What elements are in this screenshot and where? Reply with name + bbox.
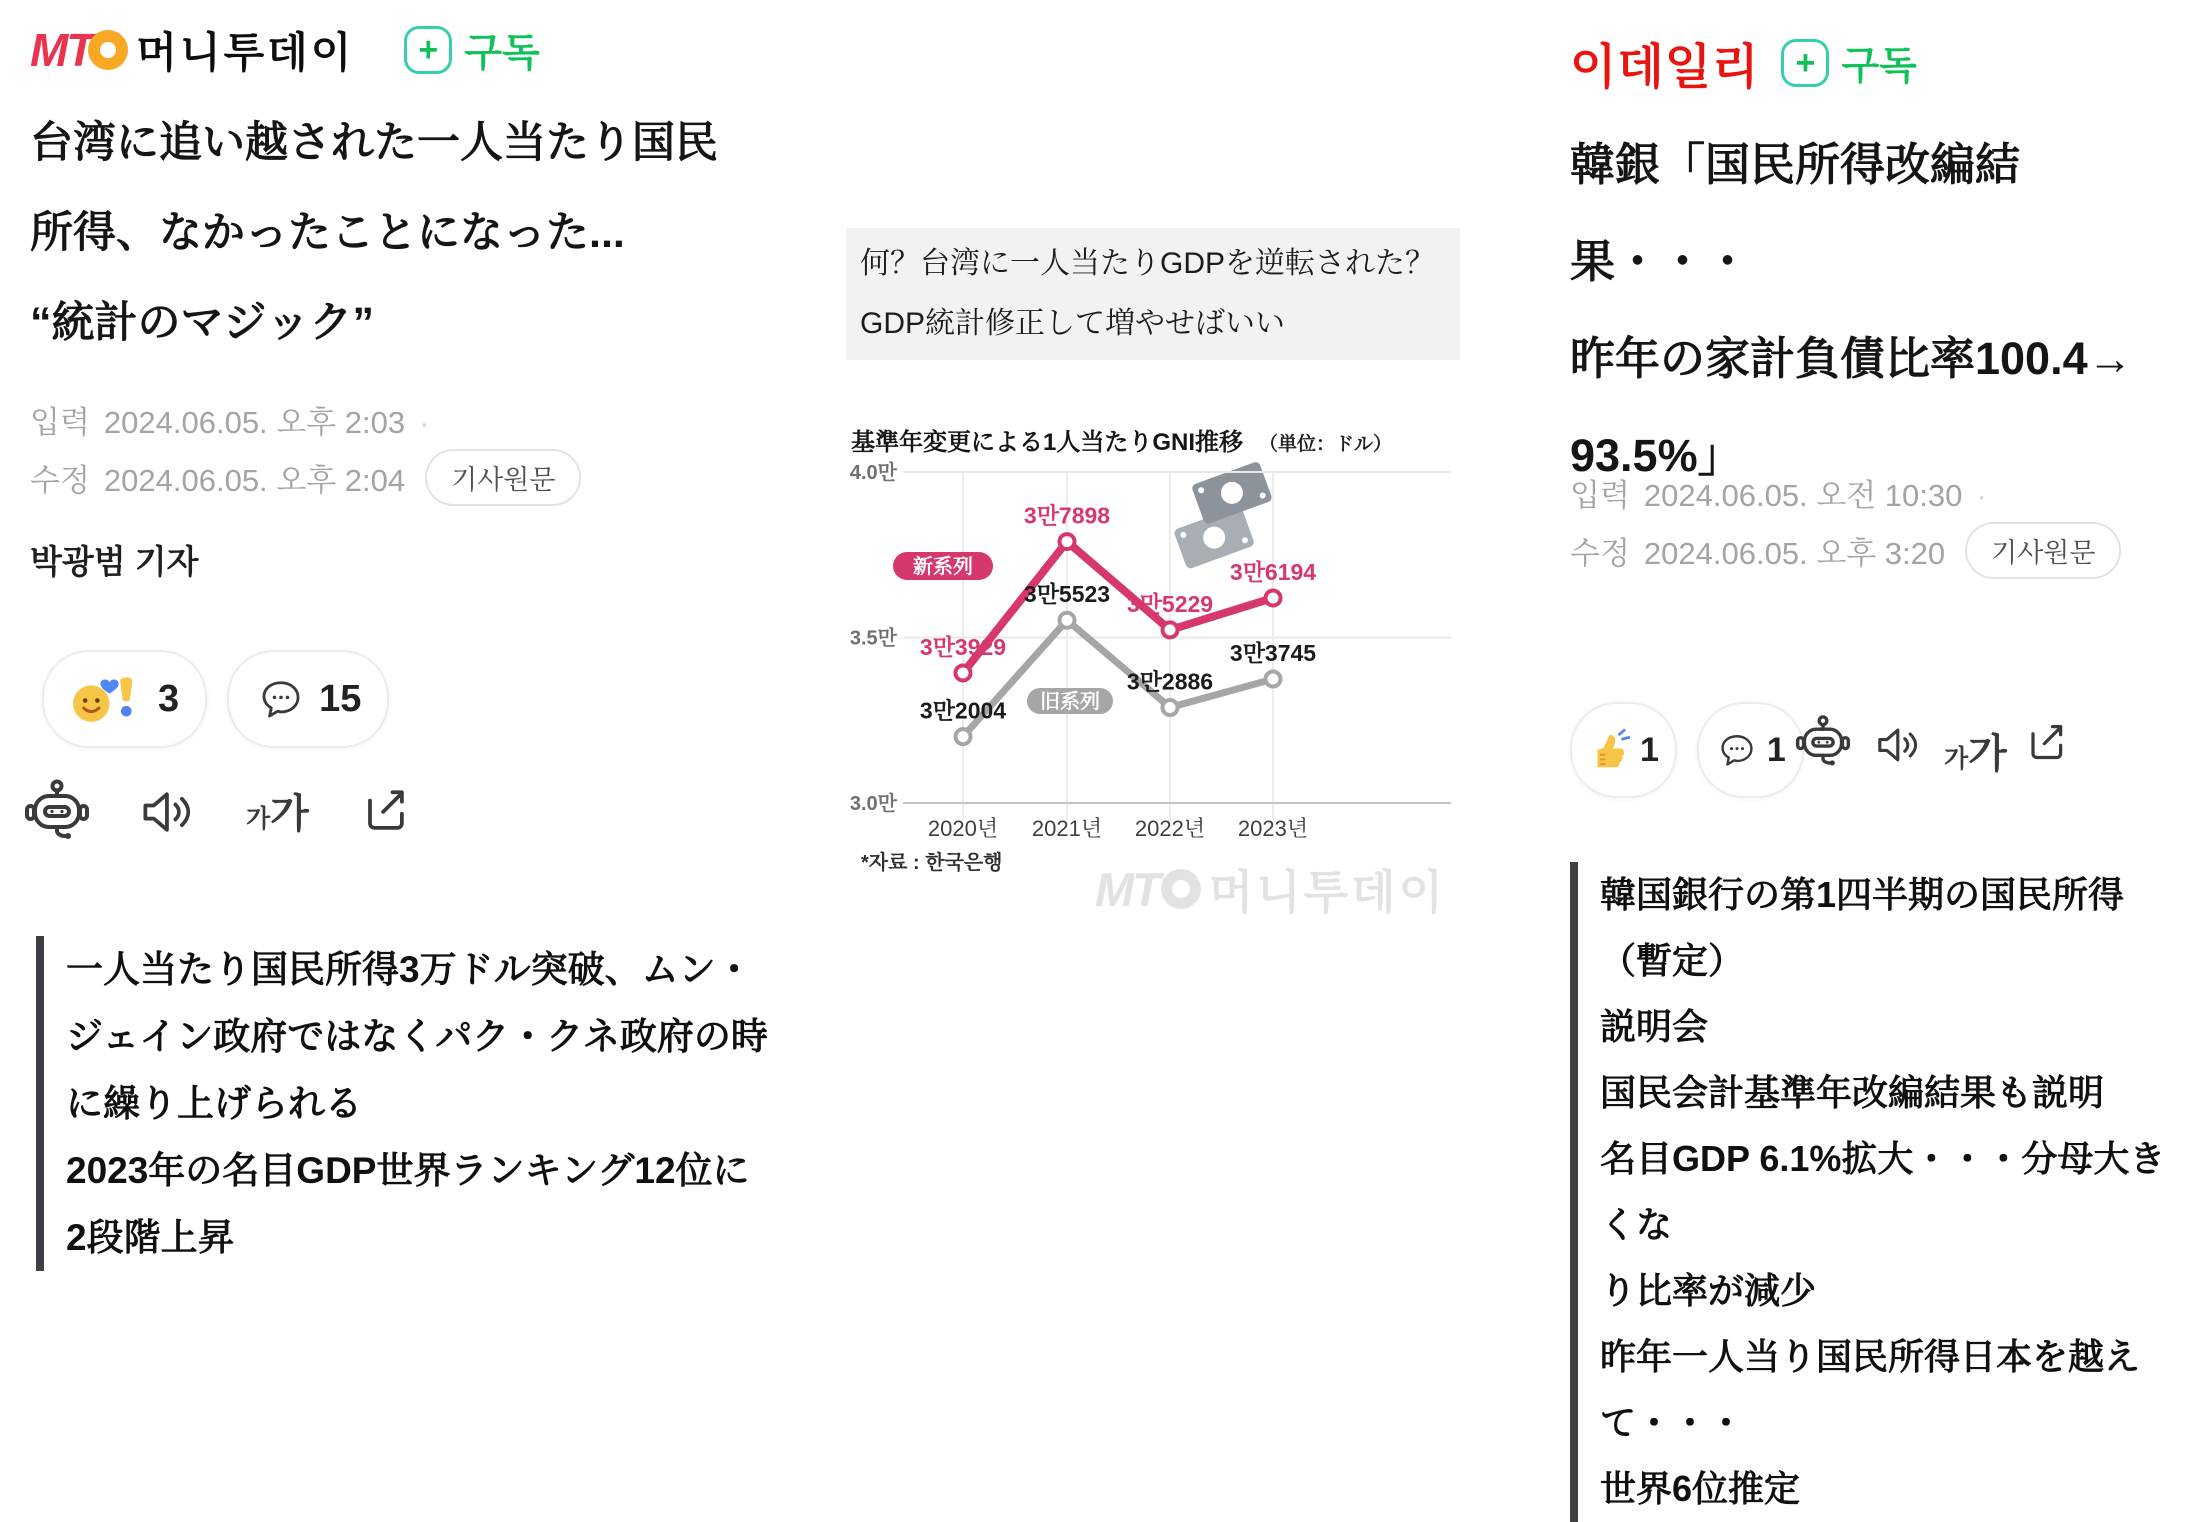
- svg-text:3.5만: 3.5만: [849, 627, 897, 650]
- summary-line: 2段階上昇: [66, 1217, 235, 1258]
- emoji-reaction-button[interactable]: [42, 650, 207, 748]
- svg-text:3만2004: 3만2004: [919, 697, 1007, 724]
- moneytoday-logo: MT: [30, 24, 93, 76]
- text-to-speech-speaker-icon[interactable]: [1872, 720, 1922, 770]
- headline-line: 93.5%」: [1570, 430, 1743, 481]
- svg-text:新系列: 新系列: [913, 556, 973, 578]
- svg-text:3만3745: 3만3745: [1229, 640, 1317, 667]
- original-article-button[interactable]: 기사원문: [425, 449, 581, 506]
- chart-title-text: 基準年変更による1人当たりGNI推移: [851, 429, 1244, 456]
- subscribe-plus-icon[interactable]: [1781, 39, 1829, 87]
- reporter-name: 박광범 기자: [30, 543, 199, 580]
- svg-text:3만5229: 3만5229: [1126, 590, 1214, 617]
- share-icon[interactable]: [355, 780, 415, 840]
- summary-line: り比率が減少: [1600, 1270, 1817, 1311]
- original-article-button[interactable]: 기사원문: [1965, 522, 2121, 579]
- font-size-small-glyph: 가: [1944, 745, 1969, 773]
- right-article-headline: [1570, 116, 2190, 504]
- headline-line: “統計のマジック”: [30, 299, 374, 347]
- svg-text:2020년: 2020년: [927, 816, 999, 841]
- updated-time: 2024.06.05. 오후 2:04: [103, 462, 406, 498]
- thumbs-up-emoji-icon: [1588, 728, 1632, 772]
- quote-line: GDP統計修正して増やせばいい: [860, 307, 1286, 340]
- svg-text:3.0만: 3.0만: [849, 793, 897, 815]
- moneytoday-brand-row: [30, 20, 540, 80]
- headline-line: 韓銀「国民所得改編結果・・・: [1570, 139, 2021, 287]
- posted-row: [30, 390, 581, 448]
- quote-box: [846, 228, 1460, 360]
- left-article-meta: [30, 390, 581, 506]
- comment-count: 15: [319, 677, 362, 720]
- posted-time: 2024.06.05. 오후 2:03 ·: [104, 397, 430, 442]
- updated-row: [30, 448, 581, 506]
- share-icon[interactable]: [2020, 716, 2072, 768]
- summary-line: 昨年一人当り国民所得日本を越えて・・・: [1600, 1336, 2141, 1443]
- edaily-brand-row: [1570, 28, 1917, 97]
- left-summary-block: [36, 936, 790, 1271]
- comment-bubble-icon: [255, 673, 307, 725]
- gni-line-chart: [845, 418, 1467, 963]
- headline-line: 昨年の家計負債比率100.4→: [1570, 333, 2133, 384]
- like-reaction-button[interactable]: [1570, 702, 1677, 798]
- money-bills-icon: [1161, 461, 1285, 570]
- left-reaction-row: [42, 650, 389, 748]
- updated-label: 수정: [30, 462, 90, 498]
- summary-line: 2023年の名目GDP世界ランキング12位に: [66, 1150, 750, 1191]
- plus-glyph: +: [418, 31, 439, 69]
- headline-line: 台湾に追い越された一人当たり国民: [30, 119, 718, 167]
- svg-text:2021년: 2021년: [1031, 816, 1103, 841]
- svg-text:旧系列: 旧系列: [1040, 691, 1100, 713]
- summary-line: ジェイン政府ではなくパク・クネ政府の時: [66, 1016, 768, 1057]
- comment-count-button[interactable]: [227, 650, 389, 748]
- svg-text:3만5523: 3만5523: [1023, 581, 1111, 608]
- comment-count-button[interactable]: [1697, 702, 1804, 798]
- summary-line: 国民会計基準年改編結果も説明: [1600, 1072, 2105, 1113]
- ai-summary-robot-icon[interactable]: [25, 778, 89, 842]
- chart-title: [851, 422, 1392, 457]
- svg-text:3만3929: 3만3929: [919, 633, 1007, 660]
- headline-line: 所得、なかったことになった...: [30, 209, 625, 257]
- font-size-large-glyph: 가: [270, 792, 309, 836]
- moneytoday-watermark: [1095, 856, 1446, 922]
- updated-time: 2024.06.05. 오후 3:20: [1643, 535, 1946, 571]
- svg-text:3만7898: 3만7898: [1023, 502, 1111, 529]
- chart-source: *자료 : 한국은행: [861, 852, 1003, 874]
- comment-count: 1: [1766, 730, 1786, 769]
- font-size-button[interactable]: [246, 782, 309, 839]
- moneytoday-logo-name: 머니투데이: [136, 29, 355, 76]
- updated-row: [1570, 521, 2121, 579]
- watermark-name: 머니투데이: [1208, 866, 1447, 918]
- svg-text:2023년: 2023년: [1237, 816, 1309, 841]
- posted-label: 입력: [1570, 477, 1630, 513]
- subscribe-button[interactable]: 구독: [464, 32, 540, 75]
- right-reaction-row: [1570, 702, 1804, 798]
- summary-line: 世界6位推定: [1600, 1468, 1801, 1509]
- right-article-meta: [1570, 463, 2121, 579]
- comment-bubble-icon: [1715, 728, 1759, 772]
- updated-label: 수정: [1570, 535, 1630, 571]
- subscribe-plus-icon[interactable]: [404, 26, 452, 74]
- svg-text:4.0만: 4.0만: [849, 462, 897, 484]
- quote-line: 何？台湾に一人当たりGDPを逆転された？: [860, 247, 1436, 280]
- font-size-button[interactable]: [1944, 722, 2007, 779]
- mt-logo-ring-icon: [88, 30, 128, 70]
- like-count: 1: [1640, 730, 1659, 769]
- svg-text:2022년: 2022년: [1134, 816, 1206, 841]
- svg-text:3만6194: 3만6194: [1229, 558, 1317, 585]
- emoji-reaction-count: 3: [158, 677, 180, 720]
- posted-time: 2024.06.05. 오전 10:30 ·: [1644, 470, 1987, 515]
- svg-text:3만2886: 3만2886: [1126, 668, 1214, 695]
- plus-glyph: +: [1795, 43, 1816, 82]
- smiley-exclamation-emoji-icon: [70, 670, 146, 728]
- subscribe-button[interactable]: 구독: [1841, 44, 1917, 88]
- edaily-logo: 이데일리: [1570, 41, 1760, 94]
- font-size-large-glyph: 가: [1968, 732, 2007, 776]
- font-size-small-glyph: 가: [246, 805, 271, 833]
- summary-line: に繰り上げられる: [66, 1083, 362, 1124]
- ai-summary-robot-icon[interactable]: [1796, 714, 1850, 768]
- text-to-speech-speaker-icon[interactable]: [136, 782, 196, 842]
- right-summary-block: [1570, 862, 2186, 1522]
- left-article-headline: [30, 98, 775, 368]
- summary-line: 韓国銀行の第1四半期の国民所得（暫定）: [1600, 874, 2125, 981]
- chart-unit-label: （単位：ドル）: [1259, 434, 1393, 455]
- summary-line: 名目GDP 6.1%拡大・・・分母大きくな: [1600, 1138, 2166, 1245]
- watermark-ring-icon: [1161, 869, 1201, 909]
- posted-label: 입력: [30, 404, 90, 440]
- posted-row: [1570, 463, 2121, 521]
- summary-line: 説明会: [1600, 1006, 1709, 1047]
- summary-line: 一人当たり国民所得3万ドル突破、ムン・: [66, 949, 753, 990]
- watermark-mt: MT: [1095, 862, 1159, 916]
